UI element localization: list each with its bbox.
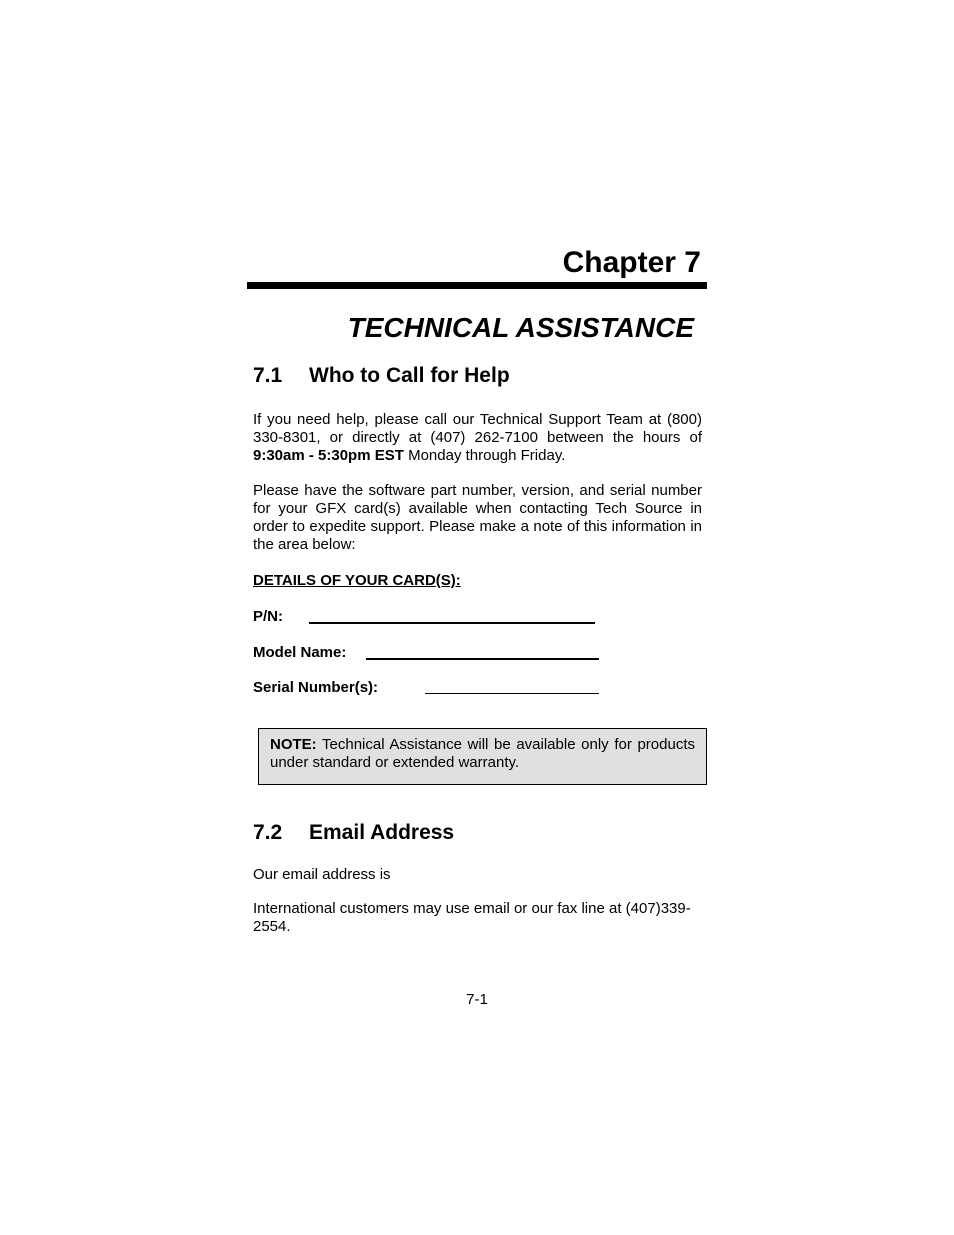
note-box	[258, 728, 707, 785]
details-heading: DETAILS OF YOUR CARD(S):	[253, 572, 461, 589]
help-text: If you need help, please call our Technical Support Team at (800) 330-8301, or directly at (407) 262-7100 between the hours of	[253, 411, 702, 446]
serial-number-label: Serial Number(s):	[253, 679, 379, 696]
help-paragraph	[253, 411, 702, 465]
section-title: Email Address	[309, 821, 455, 844]
section-heading-7-2	[253, 819, 454, 847]
pn-label: P/N:	[253, 608, 283, 625]
serial-number-blank-line	[425, 693, 599, 694]
info-paragraph: Please have the software part number, version, and serial number for your GFX card(s) available when contacting Tech Source in order to expedite support. Please make a note of this information in the area below:	[253, 482, 702, 553]
support-hours: 9:30am - 5:30pm EST	[253, 447, 404, 464]
model-name-label: Model Name:	[253, 644, 347, 661]
chapter-label: Chapter 7	[562, 246, 701, 279]
email-intro: Our email address is	[253, 866, 391, 883]
note-text: Technical Assistance will be available only for products under standard or extended warranty.	[270, 736, 695, 771]
international-paragraph: International customers may use email or our fax line at (407)339-2554.	[253, 900, 691, 935]
section-number: 7.1	[253, 364, 283, 387]
section-heading-7-1	[253, 362, 510, 390]
chapter-title: TECHNICAL ASSISTANCE	[347, 312, 694, 343]
help-text-end: Monday through Friday.	[403, 447, 566, 464]
section-title: Who to Call for Help	[309, 364, 510, 387]
model-name-blank-line	[366, 658, 599, 660]
section-number: 7.2	[253, 821, 283, 844]
page-number: 7-1	[466, 991, 488, 1008]
note-label: NOTE:	[270, 736, 317, 753]
chapter-divider	[247, 282, 707, 289]
pn-blank-line	[309, 622, 595, 624]
